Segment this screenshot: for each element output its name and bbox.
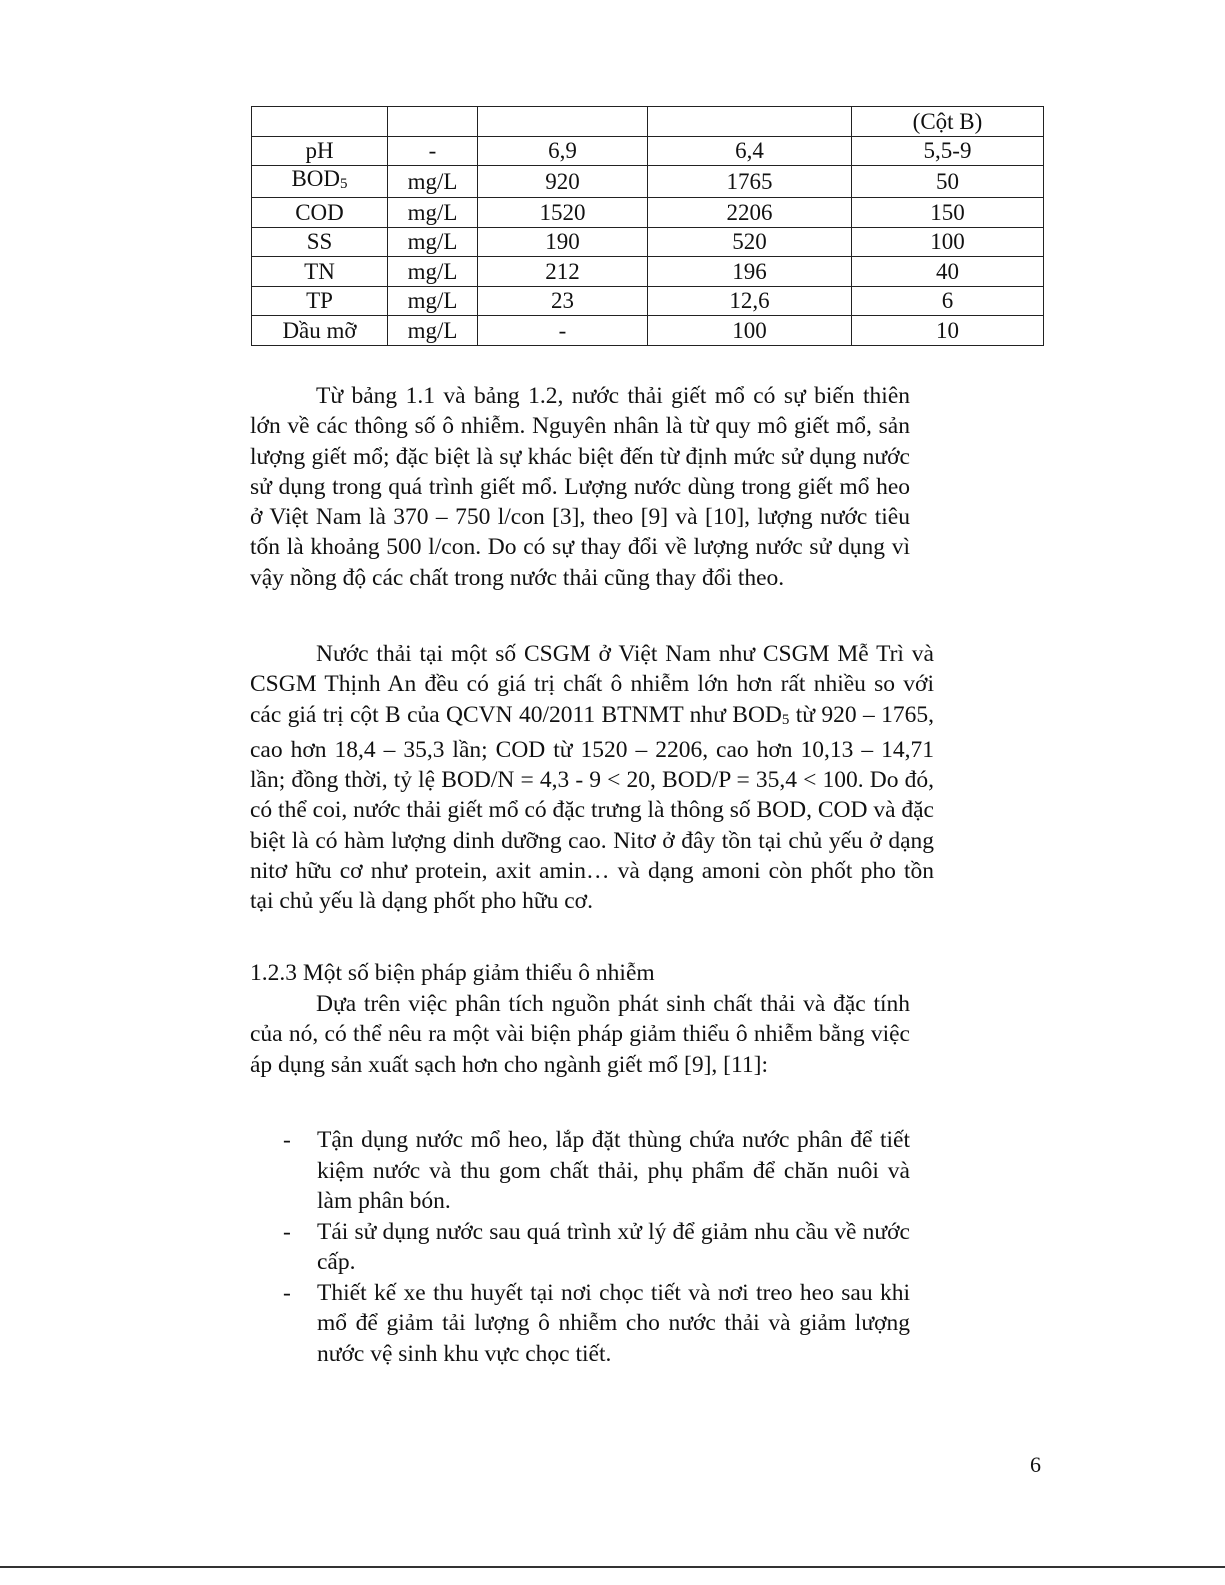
param-name: TP bbox=[306, 288, 333, 314]
paragraph-text bbox=[250, 639, 934, 917]
paragraph-text-part: Nước thải tại một số CSGM ở Việt Nam như CSGM Mễ Trì và CSGM Thịnh An đều có giá trị chất ô nhiễm lớn hơn rất nhiều so với các giá trị cột B của QCVN 40/2011 BTNMT như BOD bbox=[250, 641, 934, 728]
unit-cell: mg/L bbox=[388, 198, 478, 228]
unit-cell: - bbox=[388, 136, 478, 166]
value-cell: 6,4 bbox=[648, 136, 852, 166]
unit-cell: mg/L bbox=[388, 316, 478, 346]
paragraph-text: Dựa trên việc phân tích nguồn phát sinh chất thải và đặc tính của nó, có thể nêu ra một vài biện pháp giảm thiểu ô nhiễm bằng việc áp dụng sản xuất sạch hơn cho ngành giết mổ [9], [11]: bbox=[250, 991, 910, 1078]
limit-cell: 150 bbox=[852, 198, 1044, 228]
value-cell: 196 bbox=[648, 257, 852, 287]
param-cell bbox=[252, 316, 388, 346]
list-item bbox=[250, 1217, 910, 1278]
value-cell: 6,9 bbox=[478, 136, 648, 166]
list-item-text: Thiết kế xe thu huyết tại nơi chọc tiết và nơi treo heo sau khi mổ để giảm tải lượng ô nhiễm cho nước thải và giảm lượng nước vệ sinh khu vực chọc tiết. bbox=[317, 1279, 910, 1367]
list-item bbox=[250, 1125, 910, 1217]
param-cell bbox=[252, 136, 388, 166]
value-cell: 23 bbox=[478, 286, 648, 316]
param-name: COD bbox=[295, 199, 344, 225]
bullet-dash: - bbox=[283, 1127, 291, 1153]
unit-cell: mg/L bbox=[388, 227, 478, 257]
value-cell: 1765 bbox=[648, 166, 852, 198]
value-cell: 100 bbox=[648, 316, 852, 346]
column-b-header: (Cột B) bbox=[852, 107, 1044, 137]
table-cell bbox=[648, 107, 852, 137]
unit-cell: mg/L bbox=[388, 166, 478, 198]
param-cell bbox=[252, 257, 388, 287]
param-name: BOD bbox=[291, 166, 341, 191]
unit-cell: mg/L bbox=[388, 257, 478, 287]
param-cell bbox=[252, 198, 388, 228]
limit-cell: 6 bbox=[852, 286, 1044, 316]
bullet-dash: - bbox=[283, 1218, 291, 1245]
list-item-text: Tái sử dụng nước sau quá trình xử lý để giảm nhu cầu về nước cấp. bbox=[317, 1218, 910, 1275]
param-subscript: 5 bbox=[340, 176, 348, 192]
limit-cell: 5,5-9 bbox=[852, 136, 1044, 166]
param-name: SS bbox=[306, 229, 333, 255]
table-row bbox=[252, 166, 1044, 198]
paragraph-measures-intro bbox=[250, 989, 910, 1080]
param-cell bbox=[252, 166, 388, 198]
param-cell bbox=[252, 286, 388, 316]
limit-cell: 40 bbox=[852, 257, 1044, 287]
list-item-text: Tận dụng nước mổ heo, lắp đặt thùng chứa nước phân để tiết kiệm nước và thu gom chất thải, phụ phẩm để chăn nuôi và làm phân bón. bbox=[317, 1127, 910, 1214]
table-cell bbox=[252, 107, 388, 137]
paragraph-text-part: từ 920 – 1765, cao hơn 18,4 – 35,3 lần; COD từ 1520 – 2206, cao hơn 10,13 – 14,71 lần; đồng thời, tỷ lệ BOD/N = 4,3 - 9 < 20, BOD/P = 35,4 < 100. Do đó, có thể coi, nước thải giết mổ có đặc trưng là thông số BOD, COD và đặc biệt là có hàm lượng dinh dưỡng cao. Nitơ ở đây tồn tại chủ yếu ở dạng nitơ hữu cơ như protein, axit amin… và dạng amoni còn phốt pho tồn tại chủ yếu là dạng phốt pho hữu cơ. bbox=[250, 701, 934, 915]
value-cell: 12,6 bbox=[648, 286, 852, 316]
unit-cell: mg/L bbox=[388, 286, 478, 316]
paragraph-water-usage bbox=[250, 381, 910, 593]
limit-cell: 10 bbox=[852, 316, 1044, 346]
bullet-dash: - bbox=[283, 1279, 291, 1306]
value-cell: 520 bbox=[648, 227, 852, 257]
bod-subscript: 5 bbox=[781, 711, 790, 728]
table-row bbox=[252, 227, 1044, 257]
table-cell bbox=[388, 107, 478, 137]
value-cell: 2206 bbox=[648, 198, 852, 228]
param-name: Dầu mỡ bbox=[282, 317, 357, 343]
param-cell bbox=[252, 227, 388, 257]
measures-list bbox=[250, 1125, 910, 1369]
table-cell bbox=[478, 107, 648, 137]
paragraph-pollution-comparison bbox=[250, 639, 934, 917]
value-cell: - bbox=[478, 316, 648, 346]
page-bottom-divider bbox=[0, 1566, 1225, 1568]
value-cell: 920 bbox=[478, 166, 648, 198]
wastewater-parameters-table bbox=[251, 106, 1044, 346]
table-row bbox=[252, 136, 1044, 166]
table-row bbox=[252, 198, 1044, 228]
param-name: TN bbox=[304, 258, 335, 284]
limit-cell: 50 bbox=[852, 166, 1044, 198]
page-number: 6 bbox=[1030, 1452, 1041, 1477]
paragraph-text: Từ bảng 1.1 và bảng 1.2, nước thải giết mổ có sự biến thiên lớn về các thông số ô nhiễm. Nguyên nhân là từ quy mô giết mổ, sản lượng giết mổ; đặc biệt là sự khác biệt đến từ định mức sử dụng nước sử dụng trong quá trình giết mổ. Lượng nước dùng trong giết mổ heo ở Việt Nam là 370 – 750 l/con [3], theo [9] và [10], lượng nước tiêu tốn là khoảng 500 l/con. Do có sự thay đổi về lượng nước sử dụng vì vậy nồng độ các chất trong nước thải cũng thay đổi theo. bbox=[250, 383, 910, 591]
list-item bbox=[250, 1278, 910, 1370]
table-header-row bbox=[252, 107, 1044, 137]
table-row bbox=[252, 257, 1044, 287]
table-row bbox=[252, 286, 1044, 316]
value-cell: 212 bbox=[478, 257, 648, 287]
section-heading: 1.2.3 Một số biện pháp giảm thiểu ô nhiễm bbox=[250, 960, 655, 986]
limit-cell: 100 bbox=[852, 227, 1044, 257]
param-name: pH bbox=[305, 138, 334, 164]
value-cell: 1520 bbox=[478, 198, 648, 228]
table-row bbox=[252, 316, 1044, 346]
value-cell: 190 bbox=[478, 227, 648, 257]
